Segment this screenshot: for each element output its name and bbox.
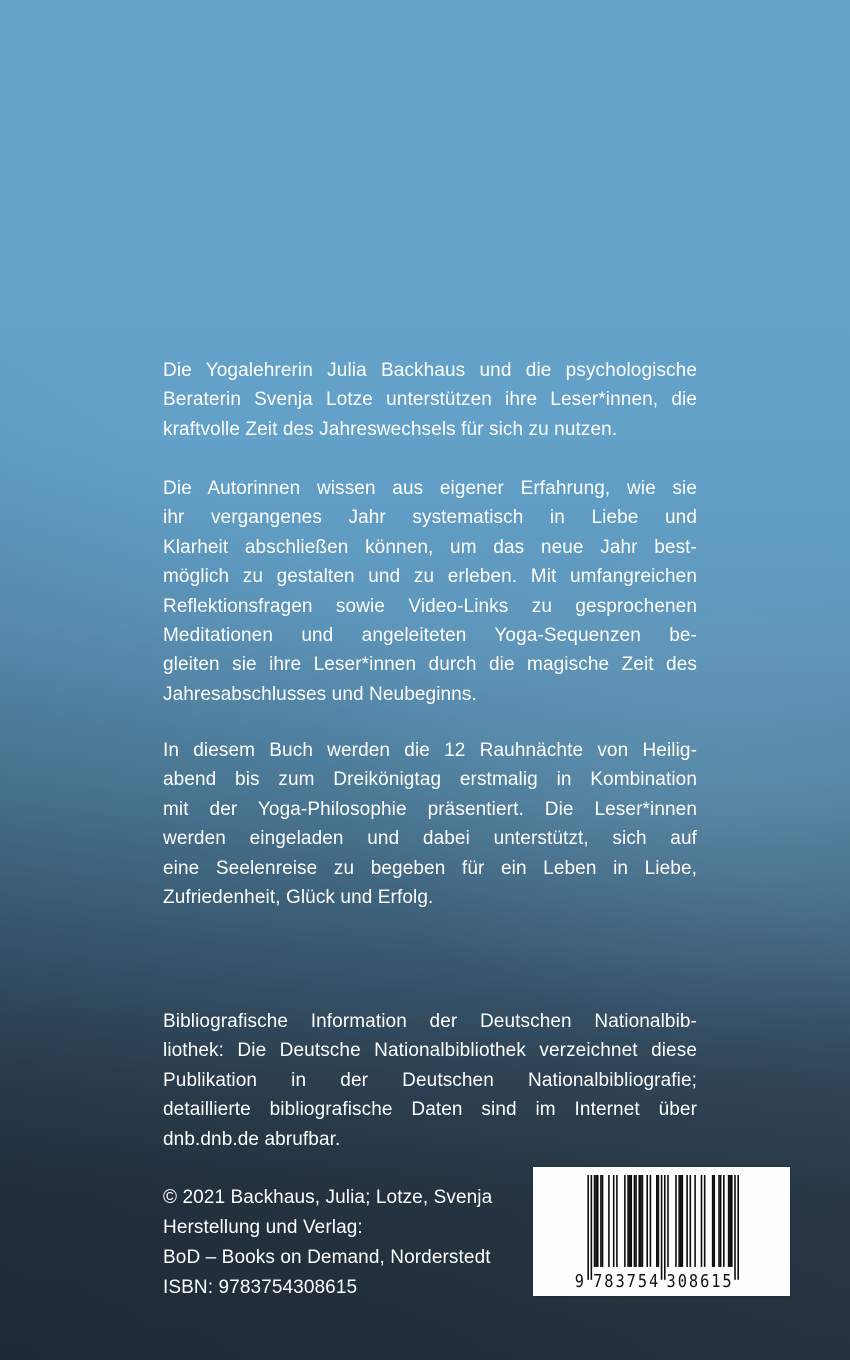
text-line: möglich zu gestalten und zu erleben. Mit umfangreichen [163, 566, 697, 588]
svg-text:7: 7 [626, 1271, 636, 1289]
text-line: werden eingeladen und dabei unterstützt, sich auf [163, 828, 697, 850]
text-line: abend bis zum Dreikönigtag erstmalig in Kombination [163, 769, 697, 791]
svg-text:7: 7 [593, 1271, 603, 1289]
text-line: Zufriedenheit, Glück und Erfolg. [163, 886, 434, 908]
text-line: liothek: Die Deutsche Nationalbibliothek verzeichnet diese [163, 1040, 697, 1062]
text-line: Die Yogalehrerin Julia Backhaus und die psychologische [163, 360, 697, 381]
text-line: ihr vergangenes Jahr systematisch in Liebe und [163, 507, 697, 529]
text-line: Herstellung und Verlag: [163, 1217, 363, 1238]
text-line: Publikation in der Deutschen Nationalbibliografie; [163, 1069, 697, 1091]
text-line: In diesem Buch werden die 12 Rauhnächte von Heilig- [163, 740, 697, 761]
isbn-barcode-icon [573, 1175, 739, 1289]
svg-text:1: 1 [711, 1271, 721, 1289]
text-line: dnb.dnb.de abrufbar. [163, 1128, 341, 1150]
paragraph-intro [163, 356, 697, 444]
text-line: BoD – Books on Demand, Norderstedt [163, 1247, 491, 1268]
svg-text:9: 9 [574, 1271, 584, 1289]
text-line: gleiten sie ihre Leser*innen durch die magische Zeit des [163, 654, 697, 676]
barcode-box [533, 1167, 790, 1296]
svg-text:0: 0 [677, 1271, 687, 1289]
svg-text:3: 3 [666, 1271, 676, 1289]
text-line: mit der Yoga-Philosophie präsentiert. Die Leser*innen [163, 798, 697, 820]
text-line: Die Autorinnen wissen aus eigener Erfahrung, wie sie [163, 478, 697, 499]
svg-text:6: 6 [700, 1271, 710, 1289]
text-line: ISBN: 9783754308615 [163, 1277, 358, 1298]
svg-text:5: 5 [637, 1271, 648, 1289]
imprint-block [163, 1183, 543, 1303]
svg-text:8: 8 [604, 1271, 614, 1289]
text-line: Beraterin Svenja Lotze unterstützen ihre Leser*innen, die [163, 389, 697, 411]
text-line: © 2021 Backhaus, Julia; Lotze, Svenja [163, 1187, 493, 1208]
svg-text:5: 5 [722, 1271, 732, 1289]
paragraph-bibliographic-note [163, 1007, 697, 1154]
text-line: Reflektionsfragen sowie Video-Links zu gesprochenen [163, 595, 697, 617]
text-line: Jahresabschlusses und Neubeginns. [163, 683, 477, 705]
text-line: kraftvolle Zeit des Jahreswechsels für sich zu nutzen. [163, 418, 618, 440]
svg-text:8: 8 [688, 1271, 699, 1289]
text-line: eine Seelenreise zu begeben für ein Leben in Liebe, [163, 857, 697, 879]
text-line: Klarheit abschließen können, um das neue Jahr best- [163, 536, 697, 558]
paragraph-book-description [163, 736, 697, 912]
text-line: Bibliografische Information der Deutschen Nationalbib- [163, 1011, 697, 1032]
text-line: detaillierte bibliografische Daten sind im Internet über [163, 1099, 697, 1121]
svg-text:4: 4 [648, 1271, 659, 1289]
paragraph-authors [163, 474, 697, 709]
svg-text:3: 3 [615, 1271, 625, 1289]
text-line: Meditationen und angeleiteten Yoga-Sequenzen be- [163, 624, 697, 646]
